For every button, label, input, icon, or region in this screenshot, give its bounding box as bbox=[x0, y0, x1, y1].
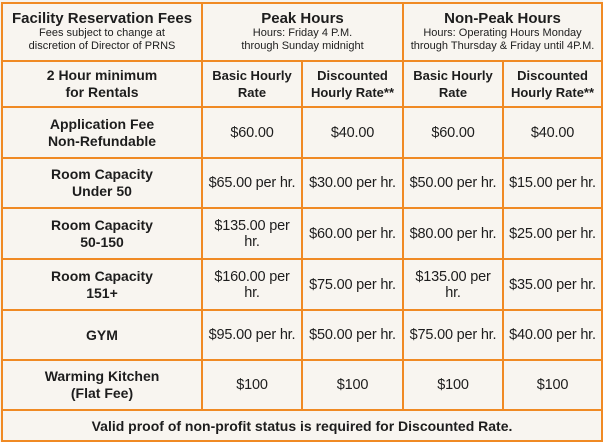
table-row bbox=[2, 259, 602, 310]
nonpeak-basic-header bbox=[403, 61, 503, 107]
peak-discounted-value: $30.00 per hr. bbox=[302, 158, 403, 208]
row-label-line2: Under 50 bbox=[72, 183, 132, 199]
nonpeak-hours-sub-line1: Hours: Operating Hours Monday bbox=[423, 27, 582, 39]
row-label-line1: Application Fee bbox=[49, 115, 155, 132]
peak-basic-line2: Rate bbox=[237, 85, 267, 100]
table-row bbox=[2, 310, 602, 360]
row-label bbox=[2, 208, 202, 259]
nonpeak-discounted-value: $40.00 per hr. bbox=[503, 310, 602, 360]
table-title-cell bbox=[2, 3, 202, 61]
row-label-line2: Non-Refundable bbox=[47, 132, 157, 149]
peak-basic-value: $95.00 per hr. bbox=[202, 310, 302, 360]
nonpeak-discounted-value: $100 bbox=[503, 360, 602, 410]
nonpeak-basic-value: $100 bbox=[403, 360, 503, 410]
nonpeak-hours-sub-line2: through Thursday & Friday until 4P.M. bbox=[410, 40, 595, 52]
nonpeak-basic-value: $50.00 per hr. bbox=[403, 158, 503, 208]
nonpeak-hours-title: Non-Peak Hours bbox=[444, 10, 561, 27]
column-header-row bbox=[2, 61, 602, 107]
nonpeak-discounted-value: $35.00 per hr. bbox=[503, 259, 602, 310]
nonpeak-discounted-value: $40.00 bbox=[503, 107, 602, 158]
peak-basic-value: $100 bbox=[202, 360, 302, 410]
row-label: GYM bbox=[2, 310, 202, 360]
table-row bbox=[2, 208, 602, 259]
peak-basic-value: $60.00 bbox=[202, 107, 302, 158]
row-label-line2: 50-150 bbox=[80, 233, 124, 250]
peak-discounted-value: $50.00 per hr. bbox=[302, 310, 403, 360]
row-label bbox=[2, 259, 202, 310]
nonpeak-hours-header bbox=[403, 3, 602, 61]
nonpeak-basic-value: $60.00 bbox=[403, 107, 503, 158]
peak-hours-sub-line1: Hours: Friday 4 P.M. bbox=[252, 27, 353, 39]
peak-basic-value: $65.00 per hr. bbox=[202, 158, 302, 208]
nonpeak-basic-value: $75.00 per hr. bbox=[403, 310, 503, 360]
row-label bbox=[2, 158, 202, 208]
footer-row bbox=[2, 410, 602, 441]
table-row bbox=[2, 107, 602, 158]
nonpeak-discounted-value: $25.00 per hr. bbox=[503, 208, 602, 259]
peak-discounted-value: $60.00 per hr. bbox=[302, 208, 403, 259]
peak-basic-value: $135.00 per hr. bbox=[202, 208, 302, 259]
peak-hours-sub-line2: through Sunday midnight bbox=[241, 40, 364, 52]
peak-discounted-value: $75.00 per hr. bbox=[302, 259, 403, 310]
peak-hours-header bbox=[202, 3, 403, 61]
table-title: Facility Reservation Fees bbox=[11, 10, 193, 27]
row-label bbox=[2, 360, 202, 410]
nonpeak-basic-value: $135.00 per hr. bbox=[403, 259, 503, 310]
peak-basic-header bbox=[202, 61, 302, 107]
fee-table bbox=[1, 2, 603, 442]
nonpeak-basic-value: $80.00 per hr. bbox=[403, 208, 503, 259]
row-label-line1: Room Capacity bbox=[51, 267, 153, 284]
nonpeak-basic-line2: Rate bbox=[438, 85, 468, 100]
peak-hours-title: Peak Hours bbox=[261, 10, 344, 27]
nonpeak-basic-line1: Basic Hourly bbox=[413, 68, 493, 83]
row-label-line1: Room Capacity bbox=[51, 166, 153, 182]
peak-basic-value: $160.00 per hr. bbox=[202, 259, 302, 310]
minimum-line1: 2 Hour minimum bbox=[46, 67, 158, 83]
minimum-rental-note bbox=[2, 61, 202, 107]
row-label bbox=[2, 107, 202, 158]
row-label-line1: Warming Kitchen bbox=[44, 368, 160, 384]
nonpeak-discounted-line2: Hourly Rate** bbox=[510, 85, 595, 100]
row-label-line2: 151+ bbox=[86, 284, 118, 301]
table-subtitle-line2: discretion of Director of PRNS bbox=[28, 40, 176, 52]
peak-discounted-value: $100 bbox=[302, 360, 403, 410]
peak-discounted-line1: Discounted bbox=[317, 68, 388, 83]
nonpeak-discounted-line1: Discounted bbox=[517, 68, 588, 83]
row-label-line2: (Flat Fee) bbox=[70, 385, 134, 401]
title-row bbox=[2, 3, 602, 61]
minimum-line2: for Rentals bbox=[65, 84, 139, 100]
table-row bbox=[2, 360, 602, 410]
table-row bbox=[2, 158, 602, 208]
peak-basic-line1: Basic Hourly bbox=[212, 68, 292, 83]
footer-note: Valid proof of non-profit status is required for Discounted Rate. bbox=[2, 410, 602, 441]
peak-discounted-header bbox=[302, 61, 403, 107]
row-label-line1: Room Capacity bbox=[51, 216, 153, 233]
peak-discounted-line2: Hourly Rate** bbox=[310, 85, 395, 100]
nonpeak-discounted-header bbox=[503, 61, 602, 107]
table-subtitle-line1: Fees subject to change at bbox=[39, 27, 165, 39]
nonpeak-discounted-value: $15.00 per hr. bbox=[503, 158, 602, 208]
peak-discounted-value: $40.00 bbox=[302, 107, 403, 158]
